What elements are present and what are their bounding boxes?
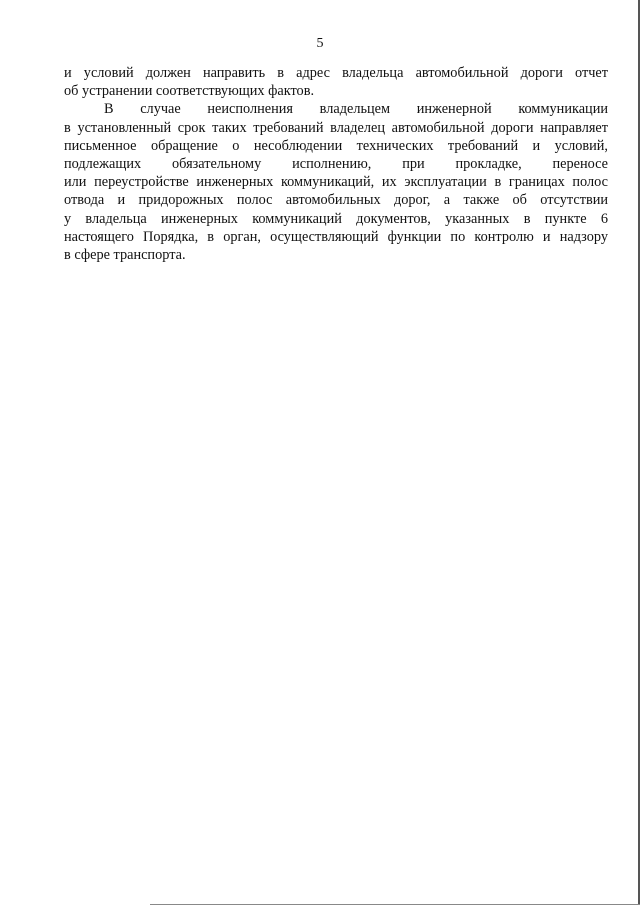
- text-line: или переустройстве инженерных коммуникаций, их эксплуатации в границах полос: [64, 174, 608, 191]
- body-text: [64, 64, 608, 264]
- text-line: письменное обращение о несоблюдении технических требований и условий,: [64, 137, 608, 154]
- paragraph-1: [64, 64, 608, 100]
- text-line: об устранении соответствующих фактов.: [64, 83, 315, 100]
- text-line: в сфере транспорта.: [64, 247, 186, 264]
- text-line: подлежащих обязательному исполнению, при прокладке, переносе: [64, 156, 608, 173]
- text-line: в установленный срок таких требований владелец автомобильной дороги направляет: [64, 119, 608, 136]
- text-line: настоящего Порядка, в орган, осуществляющий функции по контролю и надзору: [64, 228, 608, 245]
- text-line: В случае неисполнения владельцем инженерной коммуникации: [104, 101, 608, 118]
- page-number: 5: [316, 36, 324, 51]
- text-line: и условий должен направить в адрес владельца автомобильной дороги отчет: [64, 65, 608, 81]
- text-line: у владельца инженерных коммуникаций документов, указанных в пункте 6: [64, 210, 608, 227]
- paragraph-2: [64, 100, 608, 264]
- text-line: отвода и придорожных полос автомобильных дорог, а также об отсутствии: [64, 192, 608, 209]
